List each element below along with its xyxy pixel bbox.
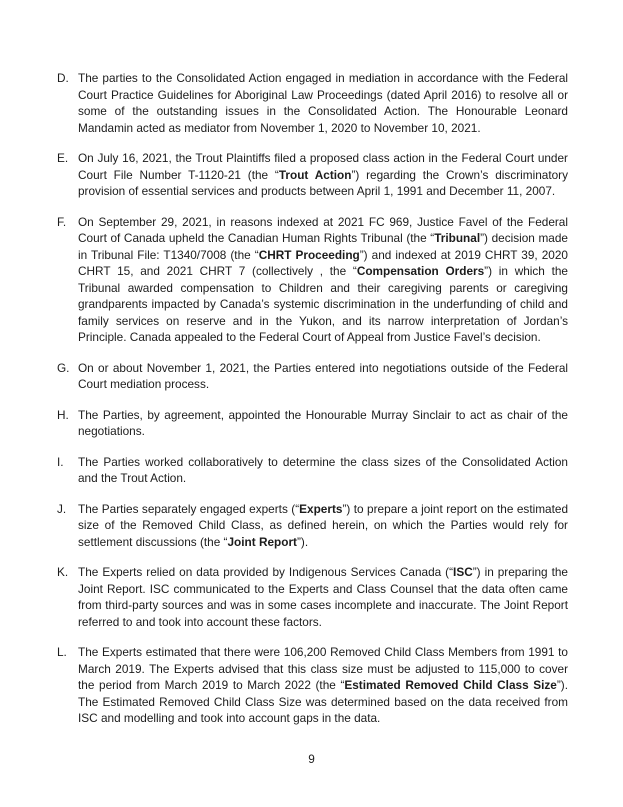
paragraph-item [57, 407, 568, 440]
paragraph-text: The Parties worked collaboratively to determine the class sizes of the Consolidated Action and the Trout Action. [78, 454, 568, 485]
paragraph-label: E. [57, 151, 69, 165]
paragraph-text: The Experts relied on data provided by Indigenous Services Canada (“ISC”) in preparing the Joint Report. ISC communicated to the Experts and Class Counsel that the data often came from third-party sources and was in some cases incomplete and inaccurate. The Joint Report referred to and took into account these factors. [78, 565, 568, 629]
paragraph-text: The Experts estimated that there were 106,200 Removed Child Class Members from 1991 to March 2019. The Experts advised that this class size must be adjusted to 115,000 to cover the period from March 2019 to March 2022 (the “Estimated Removed Child Class Size”). The Estimated Removed Child Class Size was determined based on the data received from ISC and modelling and took into account gaps in the data. [78, 645, 568, 725]
paragraph-item [57, 454, 568, 487]
paragraph-item [57, 644, 568, 727]
paragraph-item [57, 360, 568, 393]
paragraph-label: L. [57, 645, 67, 659]
paragraph-item [57, 501, 568, 551]
paragraph-text: On or about November 1, 2021, the Parties entered into negotiations outside of the Federal Court mediation process. [78, 360, 568, 391]
page-number: 9 [308, 752, 315, 766]
paragraph-text: On September 29, 2021, in reasons indexed at 2021 FC 969, Justice Favel of the Federal Court of Canada upheld the Canadian Human Rights Tribunal (the “Tribunal”) decision made in Tribunal File: T1340/7008 (the “CHRT Proceeding”) and indexed at 2019 CHRT 39, 2020 CHRT 15, and 2021 CHRT 7 (collectively , the “Compensation Orders”) in which the Tribunal awarded compensation to Children and their caregiving parents or caregiving grandparents impacted by Canada’s systemic discrimination in the underfunding of child and family services on reserve and in the Yukon, and its narrow interpretation of Jordan’s Principle. Canada appealed to the Federal Court of Appeal from Justice Favel’s decision. [78, 214, 568, 344]
paragraph-label: J. [57, 501, 67, 516]
paragraph-item [57, 214, 568, 346]
paragraph-item [57, 70, 568, 136]
paragraph-list [57, 70, 568, 741]
paragraph-label: I. [57, 454, 64, 469]
paragraph-text: On July 16, 2021, the Trout Plaintiffs filed a proposed class action in the Federal Court under Court File Number T-1120-21 (the “Trout Action”) regarding the Crown’s discriminatory provision of essential services and products between April 1, 1991 and December 11, 2007. [78, 151, 568, 198]
paragraph-label: K. [57, 565, 69, 579]
paragraph-text: The Parties separately engaged experts (“Experts”) to prepare a joint report on the estimated size of the Removed Child Class, as defined herein, on which the Parties would rely for settlement discussions (the “Joint Report”). [78, 501, 569, 549]
paragraph-label: F. [57, 214, 67, 229]
paragraph-label: H. [57, 407, 69, 422]
paragraph-label: G. [57, 360, 70, 375]
paragraph-label: D. [57, 71, 69, 85]
paragraph-item [57, 150, 568, 200]
paragraph-text: The Parties, by agreement, appointed the Honourable Murray Sinclair to act as chair of the negotiations. [78, 407, 568, 438]
paragraph-item [57, 564, 568, 630]
paragraph-text: The parties to the Consolidated Action engaged in mediation in accordance with the Federal Court Practice Guidelines for Aboriginal Law Proceedings (dated April 2016) to resolve all or some of the outstanding issues in the Consolidated Action. The Honourable Leonard Mandamin acted as mediator from November 1, 2020 to November 10, 2021. [78, 71, 568, 135]
